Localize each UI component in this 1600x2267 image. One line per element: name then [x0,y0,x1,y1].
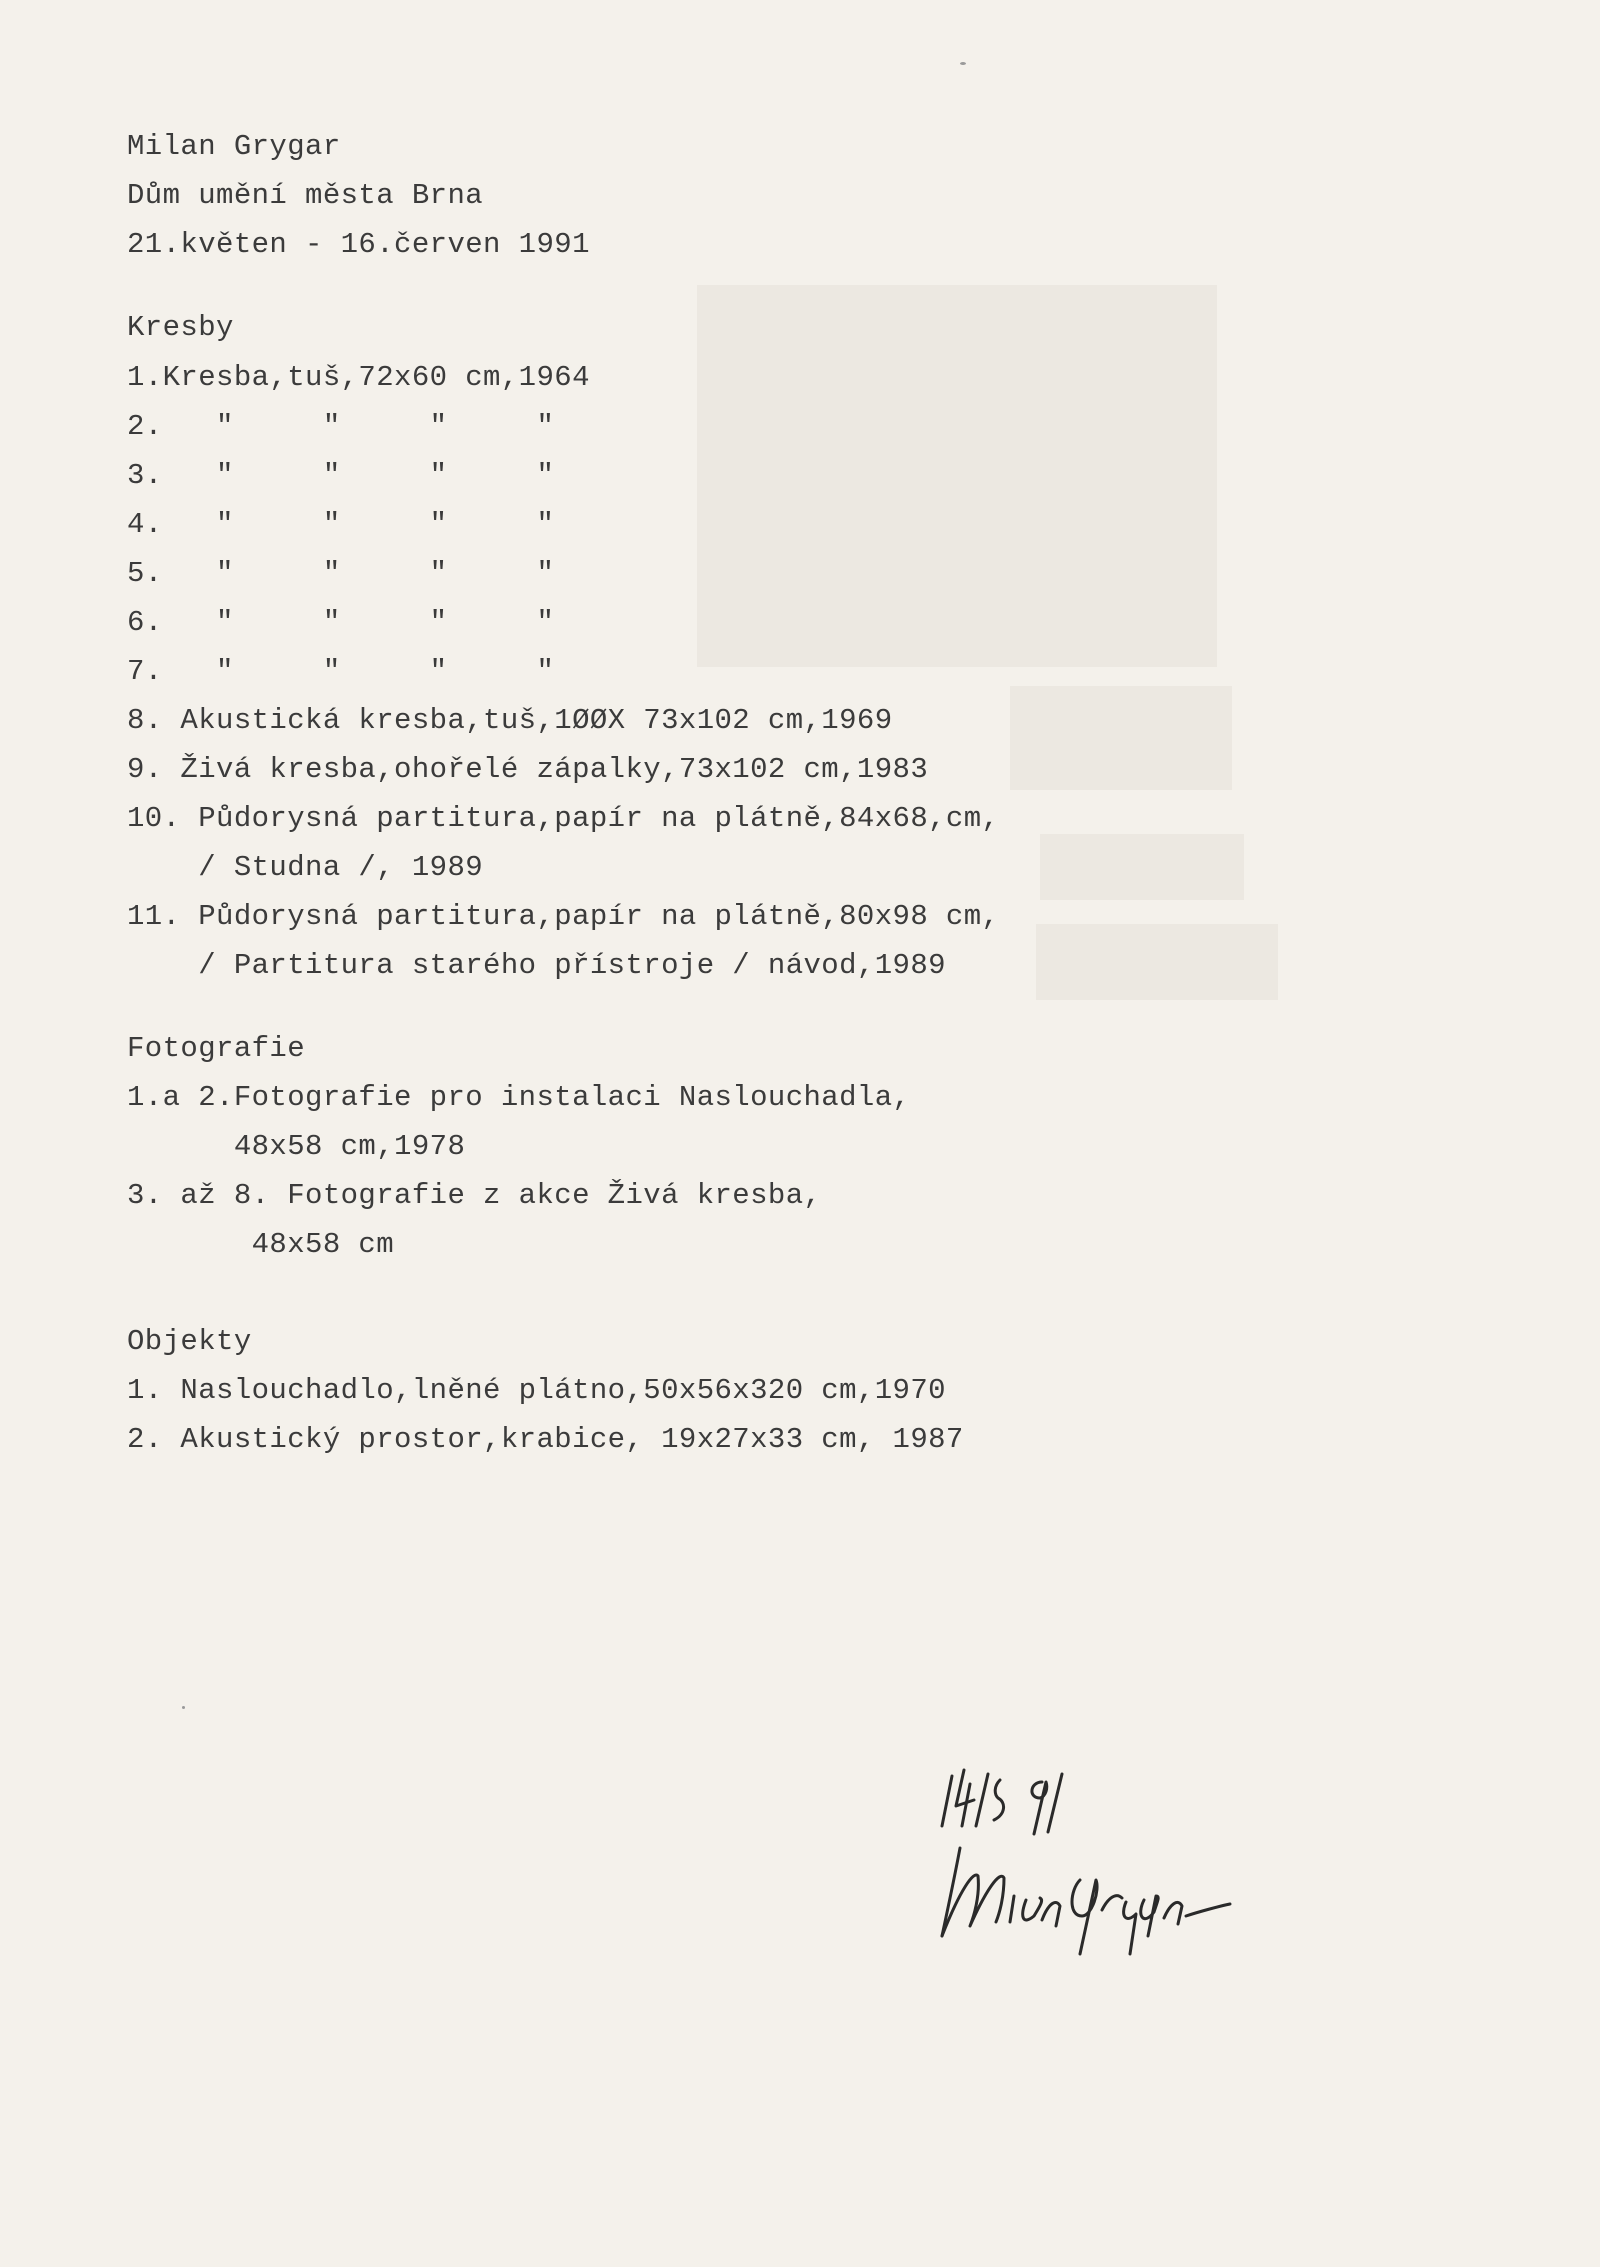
list-item: 10. Půdorysná partitura,papír na plátně,84x68,cm, [127,802,1000,835]
section-heading-kresby: Kresby [127,311,234,344]
artist-name: Milan Grygar [127,130,341,163]
section-heading-fotografie: Fotografie [127,1032,306,1065]
list-item: 48x58 cm [127,1228,395,1261]
list-item: 11. Půdorysná partitura,papír na plátně,80x98 cm, [127,900,1000,933]
exhibition-dates: 21.květen - 16.červen 1991 [127,228,590,261]
list-item: 48x58 cm,1978 [127,1130,466,1163]
faded-patch [1040,834,1244,900]
list-item: / Studna /, 1989 [127,851,484,884]
list-item: 3. až 8. Fotografie z akce Živá kresba, [127,1179,822,1212]
faded-patch [1036,924,1278,1000]
venue-name: Dům umění města Brna [127,179,484,212]
list-item: 7. " " " " [127,655,555,688]
list-item: 9. Živá kresba,ohořelé zápalky,73x102 cm,1983 [127,753,929,786]
list-item: / Partitura starého přístroje / návod,1989 [127,949,946,982]
faded-patch [697,285,1217,667]
section-heading-objekty: Objekty [127,1325,252,1358]
list-item: 2. " " " " [127,410,555,443]
list-item: 3. " " " " [127,459,555,492]
list-item: 1. Naslouchadlo,lněné plátno,50x56x320 cm,1970 [127,1374,946,1407]
list-item: 1.Kresba,tuš,72x60 cm,1964 [127,361,590,394]
handwritten-signature [930,1740,1240,2000]
list-item: 5. " " " " [127,557,555,590]
list-item: 6. " " " " [127,606,555,639]
paper-speck [960,62,966,65]
faded-patch [1010,686,1232,790]
paper-speck [182,1706,185,1709]
list-item: 8. Akustická kresba,tuš,1ØØX 73x102 cm,1969 [127,704,893,737]
list-item: 1.a 2.Fotografie pro instalaci Naslouchadla, [127,1081,911,1114]
list-item: 4. " " " " [127,508,555,541]
list-item: 2. Akustický prostor,krabice, 19x27x33 cm, 1987 [127,1423,964,1456]
